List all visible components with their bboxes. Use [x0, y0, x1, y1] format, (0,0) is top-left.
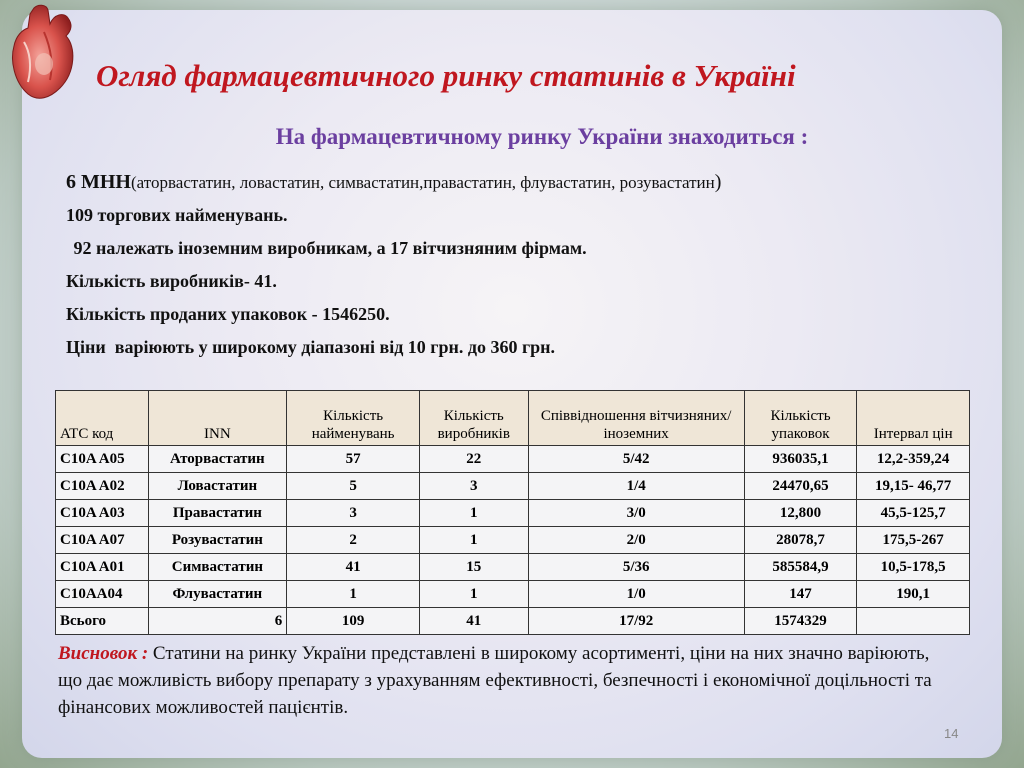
table-cell: 3 — [419, 473, 528, 500]
mnn-line — [66, 166, 986, 199]
table-cell: Симвастатин — [148, 554, 287, 581]
table-cell: 17/92 — [528, 608, 744, 635]
table-cell: 10,5-178,5 — [857, 554, 970, 581]
table-cell: 109 — [287, 608, 420, 635]
manufacturers-line: Кількість виробників- 41. — [66, 271, 277, 291]
table-header-row — [56, 391, 970, 446]
table-cell — [857, 608, 970, 635]
table-cell: 1574329 — [744, 608, 857, 635]
table-cell: 175,5-267 — [857, 527, 970, 554]
column-header: Інтервал цін — [857, 391, 970, 446]
table-cell: 15 — [419, 554, 528, 581]
prices-line: Ціни варіюють у широкому діапазоні від 10 грн. до 360 грн. — [66, 337, 556, 357]
table-cell: 19,15- 46,77 — [857, 473, 970, 500]
table-row — [56, 554, 970, 581]
table-cell: 22 — [419, 446, 528, 473]
table-row — [56, 446, 970, 473]
table-cell: 28078,7 — [744, 527, 857, 554]
table-cell: 1 — [287, 581, 420, 608]
table-cell: 41 — [419, 608, 528, 635]
table-cell: 1/0 — [528, 581, 744, 608]
table-cell: 1 — [419, 581, 528, 608]
table-cell: 12,800 — [744, 500, 857, 527]
table-cell: 585584,9 — [744, 554, 857, 581]
table-cell: Всього — [56, 608, 149, 635]
column-header: Кількість виробників — [419, 391, 528, 446]
table-cell: 57 — [287, 446, 420, 473]
table-cell: Розувастатин — [148, 527, 287, 554]
mnn-list: (аторвастатин, ловастатин, симвастатин,правастатин, флувастатин, розувастатин — [131, 173, 715, 192]
table-cell: C10A A01 — [56, 554, 149, 581]
table-cell: Ловастатин — [148, 473, 287, 500]
table-cell: 2/0 — [528, 527, 744, 554]
column-header: Кількість упаковок — [744, 391, 857, 446]
statins-table — [55, 390, 970, 635]
foreign-line: 92 належать іноземним виробникам, а 17 вітчизняним фірмам. — [69, 238, 587, 258]
table-cell: C10AA04 — [56, 581, 149, 608]
table-cell: 1/4 — [528, 473, 744, 500]
table-cell: 41 — [287, 554, 420, 581]
table-cell: 12,2-359,24 — [857, 446, 970, 473]
table-cell: 5 — [287, 473, 420, 500]
table-row — [56, 500, 970, 527]
table-row — [56, 527, 970, 554]
slide-title: Огляд фармацевтичного ринку статинів в Україні — [96, 58, 796, 93]
column-header: Кількість найменувань — [287, 391, 420, 446]
table-cell: 3/0 — [528, 500, 744, 527]
column-header: INN — [148, 391, 287, 446]
table-cell: 5/42 — [528, 446, 744, 473]
mnn-close: ) — [714, 171, 722, 193]
table-cell: 147 — [744, 581, 857, 608]
table-cell: C10A A02 — [56, 473, 149, 500]
table-cell: Флувастатин — [148, 581, 287, 608]
table-row — [56, 581, 970, 608]
table-row — [56, 473, 970, 500]
table-cell: C10A A03 — [56, 500, 149, 527]
table-cell: 3 — [287, 500, 420, 527]
mnn-count: 6 МНН — [66, 171, 131, 193]
conclusion — [58, 640, 958, 721]
table-cell: 45,5-125,7 — [857, 500, 970, 527]
column-header: ATC код — [56, 391, 149, 446]
packages-line: Кількість проданих упаковок - 1546250. — [66, 304, 390, 324]
page-number: 14 — [944, 726, 959, 741]
summary-lines — [66, 166, 986, 364]
table-cell: C10A A05 — [56, 446, 149, 473]
column-header: Співвідношення вітчизняних/іноземних — [528, 391, 744, 446]
table-cell: 5/36 — [528, 554, 744, 581]
table-cell: 6 — [148, 608, 287, 635]
table-cell: 1 — [419, 500, 528, 527]
table-cell: 1 — [419, 527, 528, 554]
trade-names-line: 109 торгових найменувань. — [66, 205, 288, 225]
table-cell: Правастатин — [148, 500, 287, 527]
table-cell: 24470,65 — [744, 473, 857, 500]
table-cell: 2 — [287, 527, 420, 554]
table-cell: 190,1 — [857, 581, 970, 608]
table-cell: Аторвастатин — [148, 446, 287, 473]
conclusion-text: Статини на ринку України представлені в широкому асортименті, ціни на них значно варіюють, що дає можливість вибору препарату з урахуванням ефективності, безпечності і економічної доцільності та фінансових можливостей пацієнтів. — [58, 643, 932, 718]
table-total-row — [56, 608, 970, 635]
table-cell: C10A A07 — [56, 527, 149, 554]
heart-icon — [4, 2, 82, 106]
table-cell: 936035,1 — [744, 446, 857, 473]
slide-subtitle: На фармацевтичному ринку України знаходиться : — [275, 124, 809, 149]
conclusion-label: Висновок : — [58, 643, 149, 664]
